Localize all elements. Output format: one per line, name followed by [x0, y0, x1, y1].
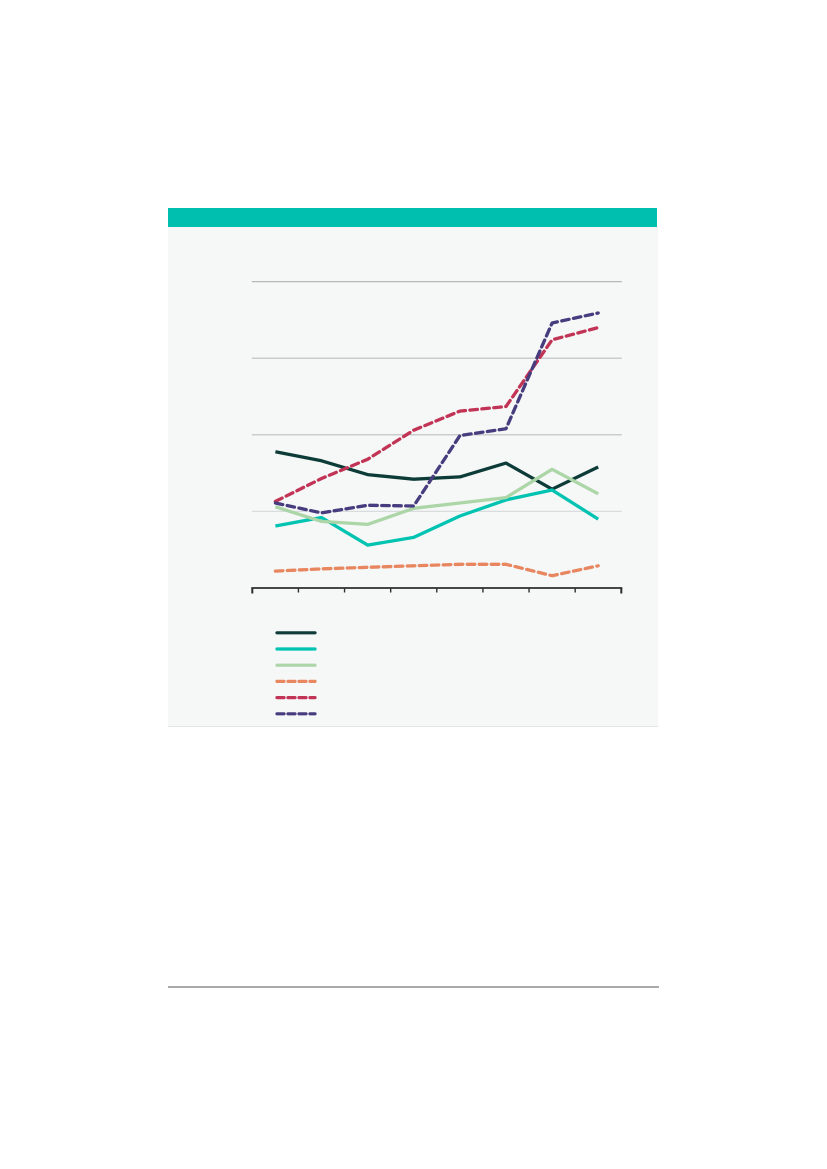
chart-legend — [277, 633, 315, 714]
panel-bottom-border — [168, 726, 658, 728]
series-orange-line — [275, 564, 598, 575]
series-crimson-line — [275, 328, 598, 502]
line-chart — [168, 208, 658, 727]
series-bright-teal-line — [275, 490, 598, 545]
footer-divider-line — [168, 986, 659, 988]
chart-panel — [168, 208, 658, 727]
